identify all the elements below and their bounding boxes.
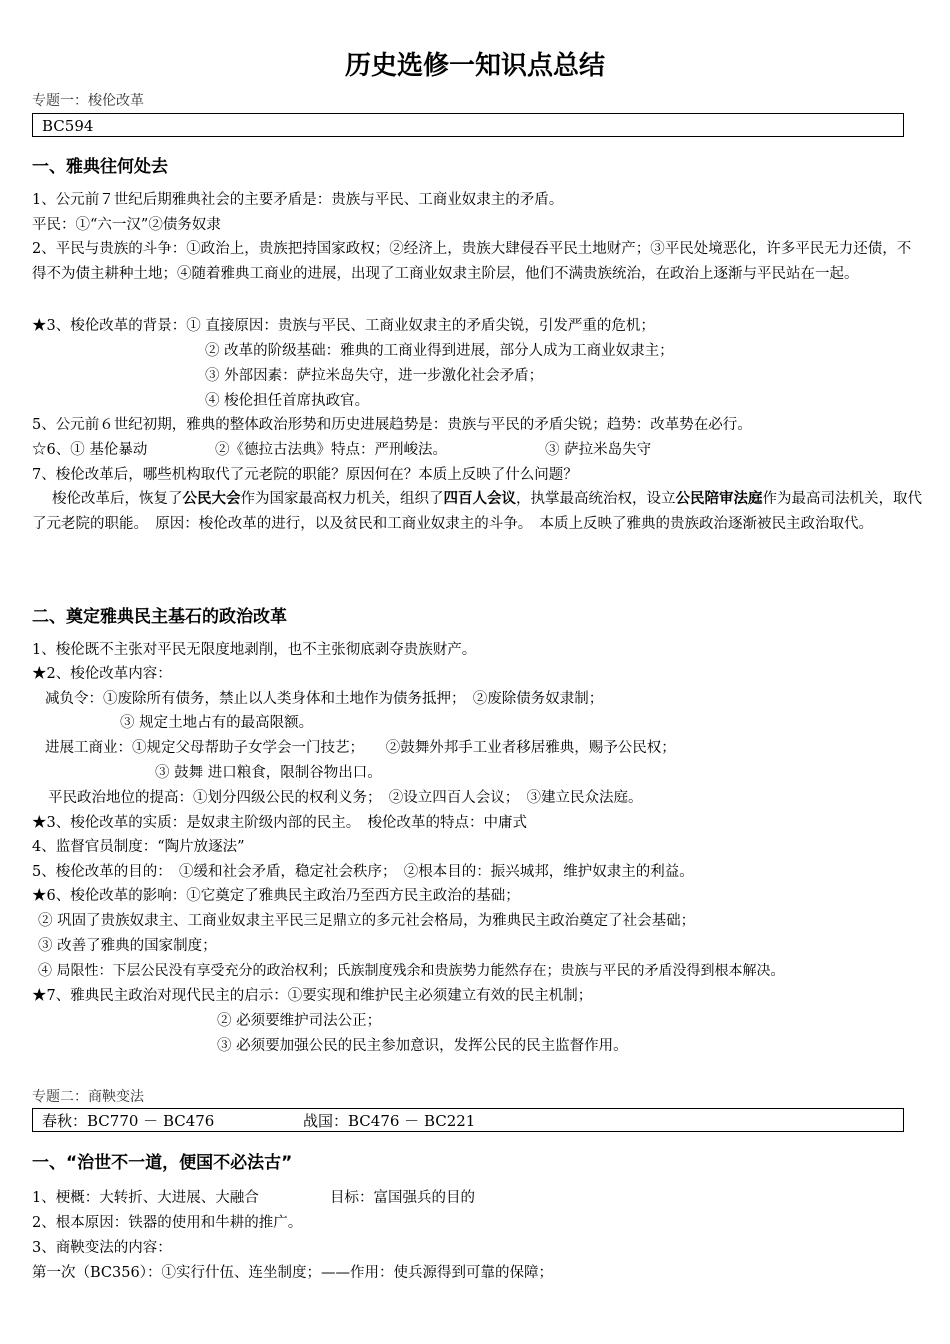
text-line: ★7、雅典民主政治对现代民主的启示：①要实现和维护民主必须建立有效的民主机制； — [32, 988, 593, 1004]
text-line: ② 改革的阶级基础：雅典的工商业得到进展，部分人成为工商业奴隶主； — [205, 343, 674, 359]
text-line: 平民：①“六一汉”②债务奴隶 — [32, 217, 221, 233]
paragraph: 2、平民与贵族的斗争：①政治上，贵族把持国家政权；②经济上，贵族大肆侵吞平民土地财产；③平民处境恶化，许多平民无力还债，不得不为债主耕种土地；④随着雅典工商业的进展，出现了工商业奴隶主阶层，他们不满贵族统治，在政治上逐渐与平民站在一起。 — [32, 241, 912, 282]
text-line: 平民政治地位的提高：①划分四级公民的权利义务； ②设立四百人会议； ③建立民众法庭。 — [48, 790, 643, 806]
text-line: 4、监督官员制度：“陶片放逐法” — [32, 839, 245, 855]
section-heading-1: 一、雅典往何处去 — [32, 157, 168, 177]
text-line: 减负令：①废除所有债务，禁止以人类身体和土地作为债务抵押； ②废除债务奴隶制； — [45, 691, 604, 707]
text-line: ② 必须要维护司法公正； — [217, 1013, 382, 1029]
text-line: ② 巩固了贵族奴隶主、工商业奴隶主平民三足鼎立的多元社会格局，为雅典民主政治奠定了社会基础； — [38, 913, 696, 929]
text-line: 目标：富国强兵的目的 — [330, 1190, 475, 1206]
topic-2-label: 专题二：商鞅变法 — [32, 1089, 144, 1105]
date-text: 春秋：BC770 － BC476 — [42, 1112, 215, 1130]
answer-keyword: 四百人会议 — [443, 491, 516, 507]
text-line: ②《德拉古法典》特点：严刑峻法。 — [215, 442, 447, 458]
section-heading-2: 二、奠定雅典民主基石的政治改革 — [32, 607, 287, 627]
text-line: ☆6、① 基伦暴动 — [32, 442, 148, 458]
page-title: 历史选修一知识点总结 — [344, 51, 605, 81]
answer-text: 梭伦改革后，恢复了 — [52, 491, 183, 507]
date-text: 战国：BC476 － BC221 — [303, 1112, 476, 1130]
text-line: 5、梭伦改革的目的： ①缓和社会矛盾，稳定社会秩序； ②根本目的：振兴城邦，维护奴隶主的利益。 — [32, 864, 694, 880]
answer-keyword: 公民大会 — [182, 491, 241, 507]
text-line: ★6、梭伦改革的影响：①它奠定了雅典民主政治乃至西方民主政治的基础； — [32, 888, 520, 904]
answer-text: 作为国家最高权力机关，组织了 — [240, 491, 444, 507]
text-line: 进展工商业：①规定父母帮助子女学会一门技艺； ②鼓舞外邦手工业者移居雅典，赐予公民权； — [45, 740, 676, 756]
section-heading-3: 一、“治世不一道，便国不必法古” — [32, 1153, 293, 1173]
answer-paragraph — [32, 487, 922, 537]
text-line: ★3、梭伦改革的实质：是奴隶主阶级内部的民主。 梭伦改革的特点：中庸式 — [32, 815, 527, 831]
date-text: BC594 — [42, 117, 94, 135]
text-line: ★2、梭伦改革内容： — [32, 666, 172, 682]
text-line: ③ 必须要加强公民的民主参加意识，发挥公民的民主监督作用。 — [217, 1038, 628, 1054]
answer-text: ，执掌最高统治权，设立 — [516, 491, 676, 507]
text-line: 2、根本原因：铁器的使用和牛耕的推广。 — [32, 1215, 303, 1231]
text-line: 第一次（BC356）：①实行什伍、连坐制度；——作用：使兵源得到可靠的保障； — [32, 1265, 553, 1281]
topic-1-label: 专题一：梭伦改革 — [32, 93, 144, 109]
text-line: 1、梭伦既不主张对平民无限度地剥削，也不主张彻底剥夺贵族财产。 — [32, 642, 477, 658]
text-line: ③ 萨拉米岛失守 — [545, 442, 652, 458]
answer-text: 作为最高司法机关，取代了元老院的职能。 原因：梭伦改革的进行，以及贫民和工商业奴隶主的斗争。 本质上反映了雅典的贵族政治逐渐被民主政治取代。 — [32, 491, 922, 532]
text-line: 1、公元前７世纪后期雅典社会的主要矛盾是：贵族与平民、工商业奴隶主的矛盾。 — [32, 192, 564, 208]
text-line: 3、商鞅变法的内容： — [32, 1240, 172, 1256]
text-line: ④ 局限性：下层公民没有享受充分的政治权利；氏族制度残余和贵族势力能然存在；贵族与平民的矛盾没得到根本解决。 — [38, 963, 785, 979]
text-line: 5、公元前６世纪初期，雅典的整体政治形势和历史进展趋势是：贵族与平民的矛盾尖锐；趋势：改革势在必行。 — [32, 417, 752, 433]
text-line: 7、梭伦改革后，哪些机构取代了元老院的职能？原因何在？本质上反映了什么问题？ — [32, 467, 578, 483]
topic-2-date-box — [32, 1108, 904, 1132]
topic-1-date-box — [32, 113, 904, 137]
text-line: ★3、梭伦改革的背景：① 直接原因：贵族与平民、工商业奴隶主的矛盾尖锐，引发严重的危机； — [32, 318, 655, 334]
text-line: ④ 梭伦担任首席执政官。 — [205, 393, 370, 409]
text-line: ③ 鼓舞 进口粮食，限制谷物出口。 — [155, 765, 382, 781]
text-line: ③ 改善了雅典的国家制度； — [38, 938, 217, 954]
answer-keyword: 公民陪审法庭 — [675, 491, 763, 507]
text-line: ③ 外部因素：萨拉米岛失守，进一步激化社会矛盾； — [205, 368, 544, 384]
text-line: ③ 规定土地占有的最高限额。 — [120, 715, 314, 731]
text-line: 1、梗概：大转折、大进展、大融合 — [32, 1190, 259, 1206]
